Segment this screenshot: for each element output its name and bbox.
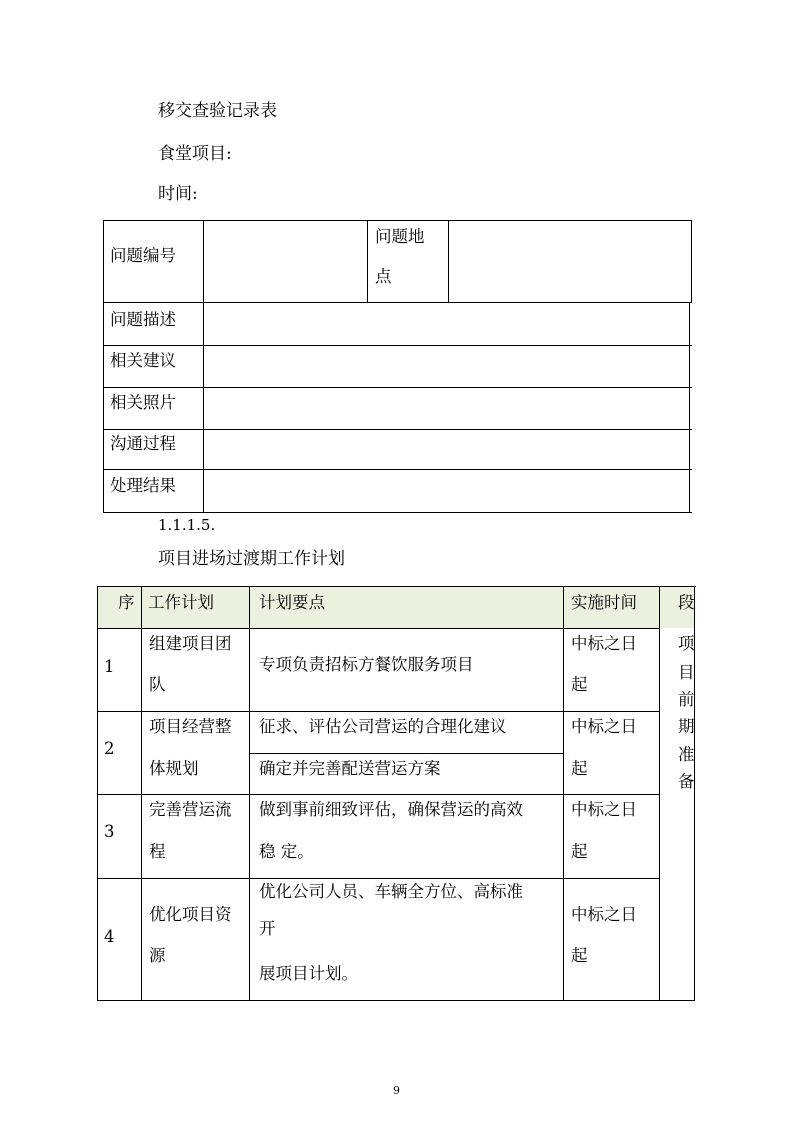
row-2-seq: 2	[104, 739, 115, 758]
page-number: 9	[393, 1084, 400, 1097]
row-4-points-line2: 开	[259, 919, 276, 938]
issue-number-label: 问题编号	[110, 246, 176, 265]
header-time: 实施时间	[571, 593, 637, 612]
row-3-points-line2: 稳 定。	[259, 842, 314, 861]
photo-label: 相关照片	[110, 393, 176, 412]
phase-char-1: 项	[678, 634, 695, 653]
project-label: 食堂项目:	[158, 144, 232, 164]
row-3-points-line1: 做到事前细致评估，确保营运的高效	[259, 800, 523, 819]
phase-char-5: 准	[678, 745, 695, 764]
row-3-seq: 3	[104, 822, 115, 841]
row-3-time-line2: 起	[571, 842, 588, 861]
time-label: 时间:	[158, 184, 198, 204]
issue-location-label-line1: 问题地	[375, 227, 425, 246]
row-1-seq: 1	[104, 657, 115, 676]
row-4-plan-line1: 优化项目资	[149, 905, 232, 924]
row-1-plan-line2: 队	[149, 675, 166, 694]
row-1-points: 专项负责招标方餐饮服务项目	[259, 655, 474, 674]
row-1-time-line1: 中标之日	[571, 634, 637, 653]
phase-char-2: 目	[678, 663, 695, 682]
issue-description-label: 问题描述	[110, 310, 176, 329]
row-4-time-line1: 中标之日	[571, 905, 637, 924]
row-4-points-line1: 优化公司人员、车辆全方位、高标准	[259, 882, 523, 901]
header-key-points: 计划要点	[259, 593, 325, 612]
document-title: 移交查验记录表	[158, 101, 277, 121]
row-2-time-line2: 起	[571, 759, 588, 778]
row-4-time-line2: 起	[571, 946, 588, 965]
header-seq: 序	[118, 593, 135, 612]
row-2-plan-line2: 体规划	[149, 759, 199, 778]
row-1-time-line2: 起	[571, 675, 588, 694]
row-3-plan-line2: 程	[149, 842, 166, 861]
result-label: 处理结果	[110, 476, 176, 495]
phase-char-3: 前	[678, 690, 695, 709]
suggestion-label: 相关建议	[110, 351, 176, 370]
row-2-plan-line1: 项目经营整	[149, 717, 232, 736]
section-number: 1.1.1.5.	[158, 516, 216, 534]
row-3-time-line1: 中标之日	[571, 800, 637, 819]
section-title: 项目进场过渡期工作计划	[158, 549, 345, 569]
row-4-points-line3: 展项目计划。	[259, 964, 358, 983]
header-phase: 段	[678, 593, 695, 612]
issue-location-label-line2: 点	[375, 267, 392, 286]
row-4-seq: 4	[104, 927, 115, 946]
row-2-time-line1: 中标之日	[571, 717, 637, 736]
row-2-points-1: 征求、评估公司营运的合理化建议	[259, 717, 507, 736]
phase-char-4: 期	[678, 717, 695, 736]
row-1-plan-line1: 组建项目团	[149, 634, 232, 653]
communication-label: 沟通过程	[110, 434, 176, 453]
header-work-plan: 工作计划	[148, 593, 214, 612]
phase-char-6: 备	[678, 772, 695, 791]
row-3-plan-line1: 完善营运流	[149, 800, 232, 819]
row-4-plan-line2: 源	[149, 946, 166, 965]
row-2-points-2: 确定并完善配送营运方案	[259, 759, 441, 778]
